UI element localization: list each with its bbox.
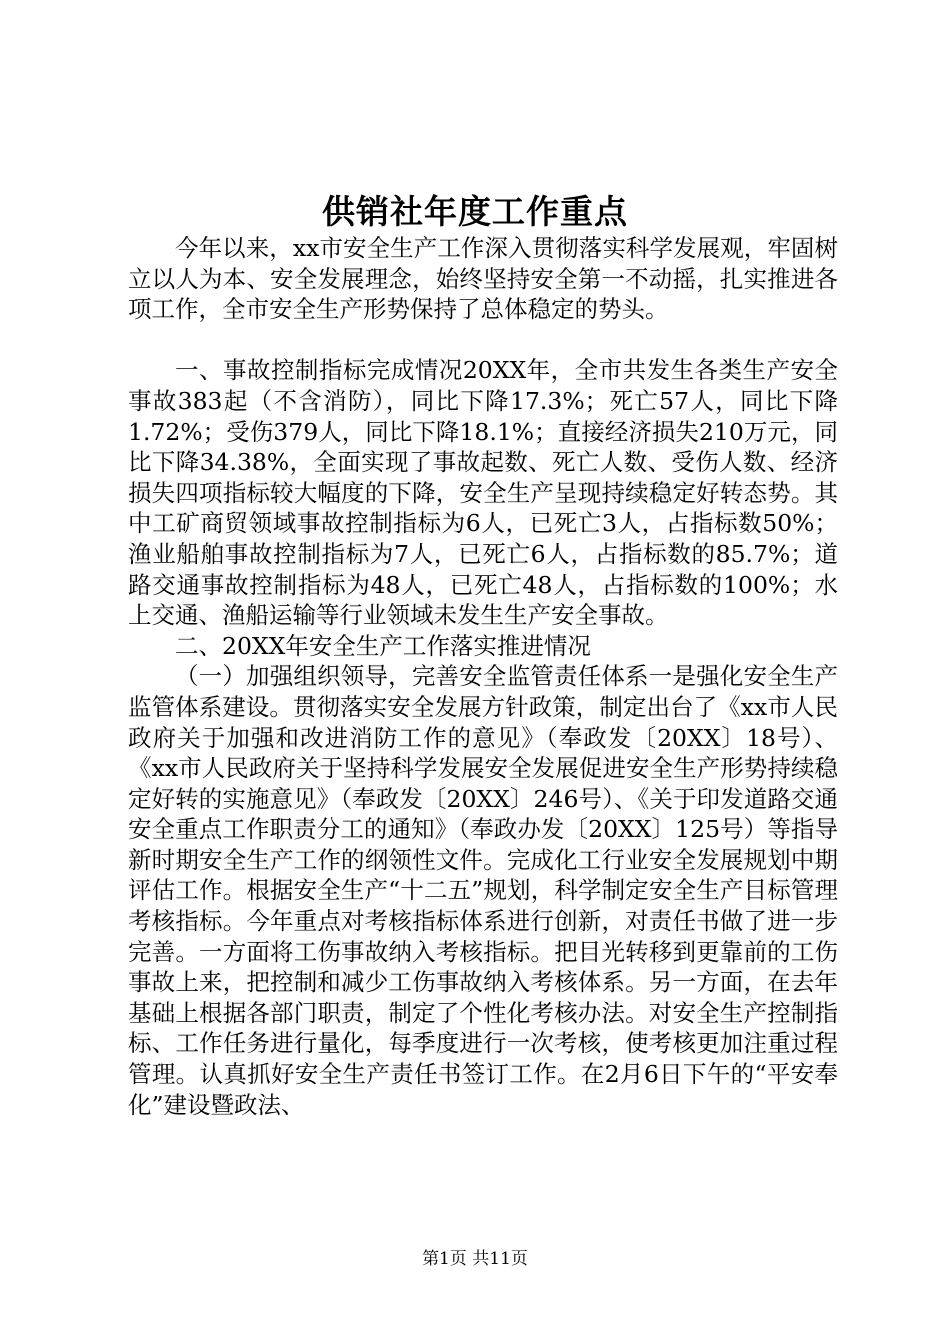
- page-footer: 第1页 共11页: [422, 1249, 528, 1269]
- document-title: 供销社年度工作重点: [322, 192, 628, 231]
- paragraph-spacer: [128, 325, 838, 356]
- section-2-1-paragraph: （一）加强组织领导，完善安全监管责任体系一是强化安全生产监管体系建设。贯彻落实安全发展方针政策，制定出台了《xx市人民政府关于加强和改进消防工作的意见》（奉政发〔20XX〕18号）、《xx市人民政府关于坚持科学发展安全发展促进安全生产形势持续稳定好转的实施意见》（奉政发〔20XX〕246号）、《关于印发道路交通安全重点工作职责分工的通知》（奉政办发〔20XX〕125号）等指导新时期安全生产工作的纲领性文件。完成化工行业安全发展规划中期评估工作。根据安全生产“十二五”规划，科学制定安全生产目标管理考核指标。今年重点对考核指标体系进行创新，对责任书做了进一步完善。一方面将工伤事故纳入考核指标。把目光转移到更靠前的工伤事故上来，把控制和减少工伤事故纳入考核体系。另一方面，在去年基础上根据各部门职责，制定了个性化考核办法。对安全生产控制指标、工作任务进行量化，每季度进行一次考核，使考核更加注重过程管理。认真抓好安全生产责任书签订工作。在2月6日下午的“平安奉化”建设暨政法、: [128, 662, 838, 1119]
- section-2-heading: 二、20XX年安全生产工作落实推进情况: [175, 631, 591, 660]
- section-1-paragraph: 一、事故控制指标完成情况20XX年，全市共发生各类生产安全事故383起（不含消防），同比下降17.3%；死亡57人，同比下降1.72%；受伤379人，同比下降18.1%；直接经济损失210万元，同比下降34.38%，全面实现了事故起数、死亡人数、受伤人数、经济损失四项指标较大幅度的下降，安全生产呈现持续稳定好转态势。其中工矿商贸领域事故控制指标为6人，已死亡3人，占指标数50%；渔业船舶事故控制指标为7人，已死亡6人，占指标数的85.7%；道路交通事故控制指标为48人，已死亡48人，占指标数的100%；水上交通、渔船运输等行业领域未发生生产安全事故。: [128, 356, 838, 630]
- document-body: [128, 233, 838, 1120]
- intro-paragraph: 今年以来，xx市安全生产工作深入贯彻落实科学发展观，牢固树立以人为本、安全发展理念，始终坚持安全第一不动摇，扎实推进各项工作，全市安全生产形势保持了总体稳定的势头。: [128, 234, 838, 324]
